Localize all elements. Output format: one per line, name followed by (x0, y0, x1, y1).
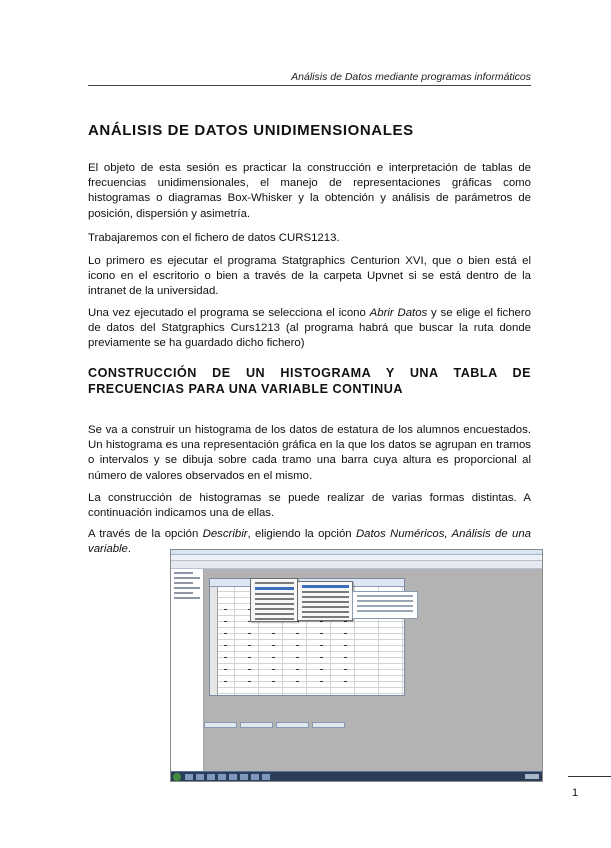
screenshot-describir-menu (250, 578, 298, 622)
section-title: CONSTRUCCIÓN DE UN HISTOGRAMA Y UNA TABLA DE FRECUENCIAS PARA UNA VARIABLE CONTINUA (88, 366, 531, 396)
page-number-rule (568, 776, 611, 777)
describir-term: Describir (202, 528, 248, 540)
intro-p4-text-b: y se elige el fichero de datos del Statgraphics Curs1213 (al programa habrá que buscar la ruta donde previamente se ha guardado dicho fichero) (88, 307, 531, 350)
screenshot-workspace (204, 569, 542, 771)
screenshot-side-panel (352, 591, 418, 619)
intro-paragraph-3: Lo primero es ejecutar el programa Statgraphics Centurion XVI, que o bien está el icono en el escritorio o bien a través de la carpeta Upvnet si se está dentro de la intranet de la universidad. (88, 255, 531, 298)
running-header: Análisis de Datos mediante programas informáticos (88, 71, 531, 86)
intro-paragraph-4 (88, 306, 531, 352)
section-p3-text-b: , eligiendo la opción (247, 528, 356, 540)
page-title: ANÁLISIS DE DATOS UNIDIMENSIONALES (88, 122, 414, 139)
section-paragraph-2: La construcción de histogramas se puede realizar de varias formas distintas. A continuación indicamos una de ellas. (88, 492, 531, 520)
abrir-datos-term: Abrir Datos (369, 307, 428, 319)
page-number: 1 (572, 787, 579, 799)
section-p3-text-c: . (127, 543, 132, 556)
statgraphics-screenshot (170, 549, 543, 782)
intro-p4-text-a: Una vez ejecutado el programa se selecciona el icono (88, 307, 370, 319)
screenshot-toolbar (171, 561, 542, 569)
section-p3-text-a: A través de la opción (88, 528, 203, 540)
screenshot-minimized-windows (204, 715, 354, 723)
intro-paragraph-1: El objeto de esta sesión es practicar la construcción e interpretación de tablas de frecuencias unidimensionales, el manejo de representaciones gráficas como histogramas o diagramas Box-Whisker y la obtención y análisis de parámetros de posición, dispersión y asimetría. (88, 162, 531, 220)
section-paragraph-1: Se va a construir un histograma de los datos de estatura de los alumnos encuestados. Un histograma es una representación gráfica en la que los datos se agrupan en tramos o intervalos y se dibuja sobre cada tramo una barra cuya altura es proporcional al número de valores observados en el mismo. (88, 424, 531, 482)
screenshot-left-pane (171, 569, 204, 771)
intro-paragraph-2: Trabajaremos con el fichero de datos CURS1213. (88, 232, 340, 244)
screenshot-taskbar (171, 771, 542, 781)
screenshot-submenu (297, 581, 353, 621)
datos-numericos-term: Datos Numéricos, Análisis de una variable (88, 528, 531, 556)
